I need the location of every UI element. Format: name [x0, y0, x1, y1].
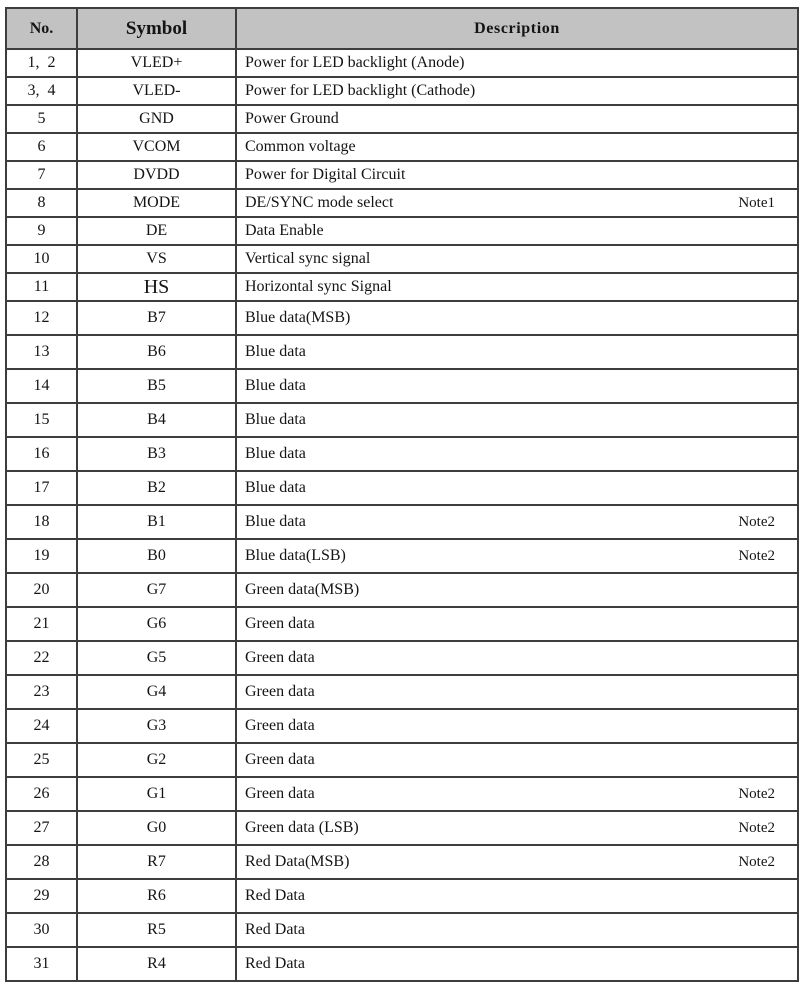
table-row [6, 189, 798, 217]
pin-number-cell: 23 [6, 675, 77, 709]
description-content [245, 717, 775, 735]
pin-number-cell: 19 [6, 539, 77, 573]
description-content [245, 250, 775, 268]
pin-description-text: Red Data [245, 887, 305, 904]
table-row [6, 709, 798, 743]
description-content [245, 479, 775, 497]
pin-description-cell [236, 573, 798, 607]
table-row [6, 505, 798, 539]
note-label: Note2 [738, 547, 775, 564]
pin-symbol-cell: G3 [77, 709, 236, 743]
table-row [6, 471, 798, 505]
pin-description-cell [236, 879, 798, 913]
pin-number-cell: 3, 4 [6, 77, 77, 105]
pin-number-cell: 10 [6, 245, 77, 273]
pin-number-cell: 27 [6, 811, 77, 845]
pin-symbol-cell: R5 [77, 913, 236, 947]
pin-description-text: Power Ground [245, 110, 339, 127]
table-row [6, 845, 798, 879]
table-row [6, 573, 798, 607]
table-row [6, 879, 798, 913]
pin-number-cell: 31 [6, 947, 77, 981]
pin-symbol-cell: B4 [77, 403, 236, 437]
pin-description-text: Vertical sync signal [245, 250, 371, 267]
pin-description-text: Red Data [245, 921, 305, 938]
description-content [245, 411, 775, 429]
pin-description-cell [236, 607, 798, 641]
pin-description-cell [236, 505, 798, 539]
pin-description-cell [236, 675, 798, 709]
pin-symbol-cell: G6 [77, 607, 236, 641]
pin-description-text: DE/SYNC mode select [245, 194, 394, 211]
pin-number-cell: 20 [6, 573, 77, 607]
pin-description-cell [236, 77, 798, 105]
pin-description-cell [236, 641, 798, 675]
pin-number-cell: 1, 2 [6, 49, 77, 77]
pin-description-text: Green data(MSB) [245, 581, 360, 598]
pin-number-cell: 8 [6, 189, 77, 217]
description-content [245, 649, 775, 667]
table-header-row [6, 8, 798, 49]
note-label: Note2 [738, 819, 775, 836]
pin-symbol-cell: B0 [77, 539, 236, 573]
pin-number-cell: 29 [6, 879, 77, 913]
pin-number-cell: 5 [6, 105, 77, 133]
pin-description-text: Green data [245, 683, 315, 700]
pin-description-cell [236, 217, 798, 245]
description-content [245, 683, 775, 701]
table-row [6, 641, 798, 675]
pin-symbol-cell: HS [77, 273, 236, 301]
pin-symbol-cell: B3 [77, 437, 236, 471]
pin-description-cell [236, 709, 798, 743]
pin-description-cell [236, 133, 798, 161]
pin-number-cell: 30 [6, 913, 77, 947]
pin-description-text: Blue data [245, 445, 306, 462]
pin-description-table [5, 7, 799, 982]
table-row [6, 437, 798, 471]
pin-number-cell: 12 [6, 301, 77, 335]
description-content [245, 547, 775, 565]
pin-description-text: Horizontal sync Signal [245, 278, 392, 295]
pin-number-cell: 25 [6, 743, 77, 777]
description-content [245, 222, 775, 240]
pin-symbol-cell: G0 [77, 811, 236, 845]
pin-description-cell [236, 105, 798, 133]
note-label: Note2 [738, 513, 775, 530]
table-row [6, 49, 798, 77]
table-row [6, 335, 798, 369]
table-row [6, 913, 798, 947]
pin-description-cell [236, 743, 798, 777]
pin-description-cell [236, 335, 798, 369]
pin-number-cell: 17 [6, 471, 77, 505]
pin-symbol-cell: B2 [77, 471, 236, 505]
description-content [245, 513, 775, 531]
pin-description-cell [236, 913, 798, 947]
description-content [245, 445, 775, 463]
pin-symbol-cell: GND [77, 105, 236, 133]
pin-symbol-cell: DVDD [77, 161, 236, 189]
pin-description-text: Green data [245, 717, 315, 734]
pin-symbol-cell: G7 [77, 573, 236, 607]
pin-number-cell: 15 [6, 403, 77, 437]
pin-description-cell [236, 845, 798, 879]
pin-number-cell: 28 [6, 845, 77, 879]
pin-symbol-cell: B5 [77, 369, 236, 403]
pin-symbol-cell: DE [77, 217, 236, 245]
pin-symbol-cell: G5 [77, 641, 236, 675]
description-content [245, 82, 775, 100]
pin-description-text: Blue data [245, 479, 306, 496]
description-content [245, 581, 775, 599]
pin-number-cell: 26 [6, 777, 77, 811]
pin-symbol-cell: VCOM [77, 133, 236, 161]
description-content [245, 278, 775, 296]
table-row [6, 743, 798, 777]
pin-symbol-cell: B7 [77, 301, 236, 335]
pin-description-cell [236, 189, 798, 217]
pin-description-cell [236, 437, 798, 471]
pin-description-text: Red Data [245, 955, 305, 972]
pin-symbol-cell: B1 [77, 505, 236, 539]
pin-description-text: Blue data [245, 377, 306, 394]
pin-number-cell: 6 [6, 133, 77, 161]
pin-description-cell [236, 539, 798, 573]
pin-description-text: Power for LED backlight (Anode) [245, 54, 465, 71]
description-content [245, 110, 775, 128]
pin-description-text: Blue data [245, 513, 306, 530]
pin-description-text: Blue data(LSB) [245, 547, 346, 564]
table-row [6, 403, 798, 437]
description-content [245, 54, 775, 72]
pin-number-cell: 14 [6, 369, 77, 403]
pin-description-text: Power for LED backlight (Cathode) [245, 82, 476, 99]
pin-description-cell [236, 471, 798, 505]
description-content [245, 819, 775, 837]
description-content [245, 887, 775, 905]
pin-description-cell [236, 369, 798, 403]
pin-description-cell [236, 245, 798, 273]
table-row [6, 161, 798, 189]
table-row [6, 675, 798, 709]
pin-symbol-cell: R7 [77, 845, 236, 879]
table-row [6, 369, 798, 403]
pin-description-text: Data Enable [245, 222, 324, 239]
table-row [6, 811, 798, 845]
pin-number-cell: 13 [6, 335, 77, 369]
table-row [6, 105, 798, 133]
pin-description-cell [236, 811, 798, 845]
table-row [6, 777, 798, 811]
pin-number-cell: 9 [6, 217, 77, 245]
table-row [6, 539, 798, 573]
description-content [245, 853, 775, 871]
pin-symbol-cell: B6 [77, 335, 236, 369]
pin-description-cell [236, 49, 798, 77]
table-row [6, 77, 798, 105]
pin-description-text: Blue data [245, 343, 306, 360]
description-content [245, 309, 775, 327]
pin-symbol-cell: VS [77, 245, 236, 273]
description-content [245, 921, 775, 939]
pin-description-text: Green data [245, 751, 315, 768]
pin-number-cell: 16 [6, 437, 77, 471]
pin-description-cell [236, 403, 798, 437]
table-row [6, 947, 798, 981]
pin-description-cell [236, 273, 798, 301]
pin-symbol-cell: MODE [77, 189, 236, 217]
pin-symbol-cell: G4 [77, 675, 236, 709]
pin-description-text: Green data [245, 615, 315, 632]
pin-number-cell: 11 [6, 273, 77, 301]
table-row [6, 273, 798, 301]
description-content [245, 343, 775, 361]
pin-description-text: Power for Digital Circuit [245, 166, 406, 183]
note-label: Note1 [738, 194, 775, 211]
pin-number-cell: 22 [6, 641, 77, 675]
table-row [6, 217, 798, 245]
table-header [6, 8, 798, 49]
pin-description-text: Green data (LSB) [245, 819, 359, 836]
pin-number-cell: 18 [6, 505, 77, 539]
pin-description-text: Green data [245, 649, 315, 666]
pin-number-cell: 21 [6, 607, 77, 641]
table-row [6, 301, 798, 335]
description-content [245, 377, 775, 395]
pin-description-text: Blue data [245, 411, 306, 428]
description-content [245, 785, 775, 803]
table-body [6, 49, 798, 981]
column-header-description: Description [236, 8, 798, 49]
pin-description-text: Common voltage [245, 138, 356, 155]
description-content [245, 955, 775, 973]
pin-description-text: Red Data(MSB) [245, 853, 350, 870]
table-row [6, 245, 798, 273]
column-header-no: No. [6, 8, 77, 49]
pin-number-cell: 7 [6, 161, 77, 189]
pin-description-cell [236, 301, 798, 335]
pin-description-text: Blue data(MSB) [245, 309, 351, 326]
description-content [245, 166, 775, 184]
pin-symbol-cell: R6 [77, 879, 236, 913]
pin-description-text: Green data [245, 785, 315, 802]
pin-symbol-cell: VLED+ [77, 49, 236, 77]
column-header-symbol: Symbol [77, 8, 236, 49]
description-content [245, 615, 775, 633]
description-content [245, 751, 775, 769]
pin-symbol-cell: G1 [77, 777, 236, 811]
description-content [245, 138, 775, 156]
pin-description-cell [236, 777, 798, 811]
table-row [6, 607, 798, 641]
pin-symbol-cell: G2 [77, 743, 236, 777]
pin-number-cell: 24 [6, 709, 77, 743]
pin-description-cell [236, 161, 798, 189]
description-content [245, 194, 775, 212]
table-row [6, 133, 798, 161]
pin-symbol-cell: VLED- [77, 77, 236, 105]
note-label: Note2 [738, 785, 775, 802]
note-label: Note2 [738, 853, 775, 870]
pin-symbol-cell: R4 [77, 947, 236, 981]
pin-description-cell [236, 947, 798, 981]
